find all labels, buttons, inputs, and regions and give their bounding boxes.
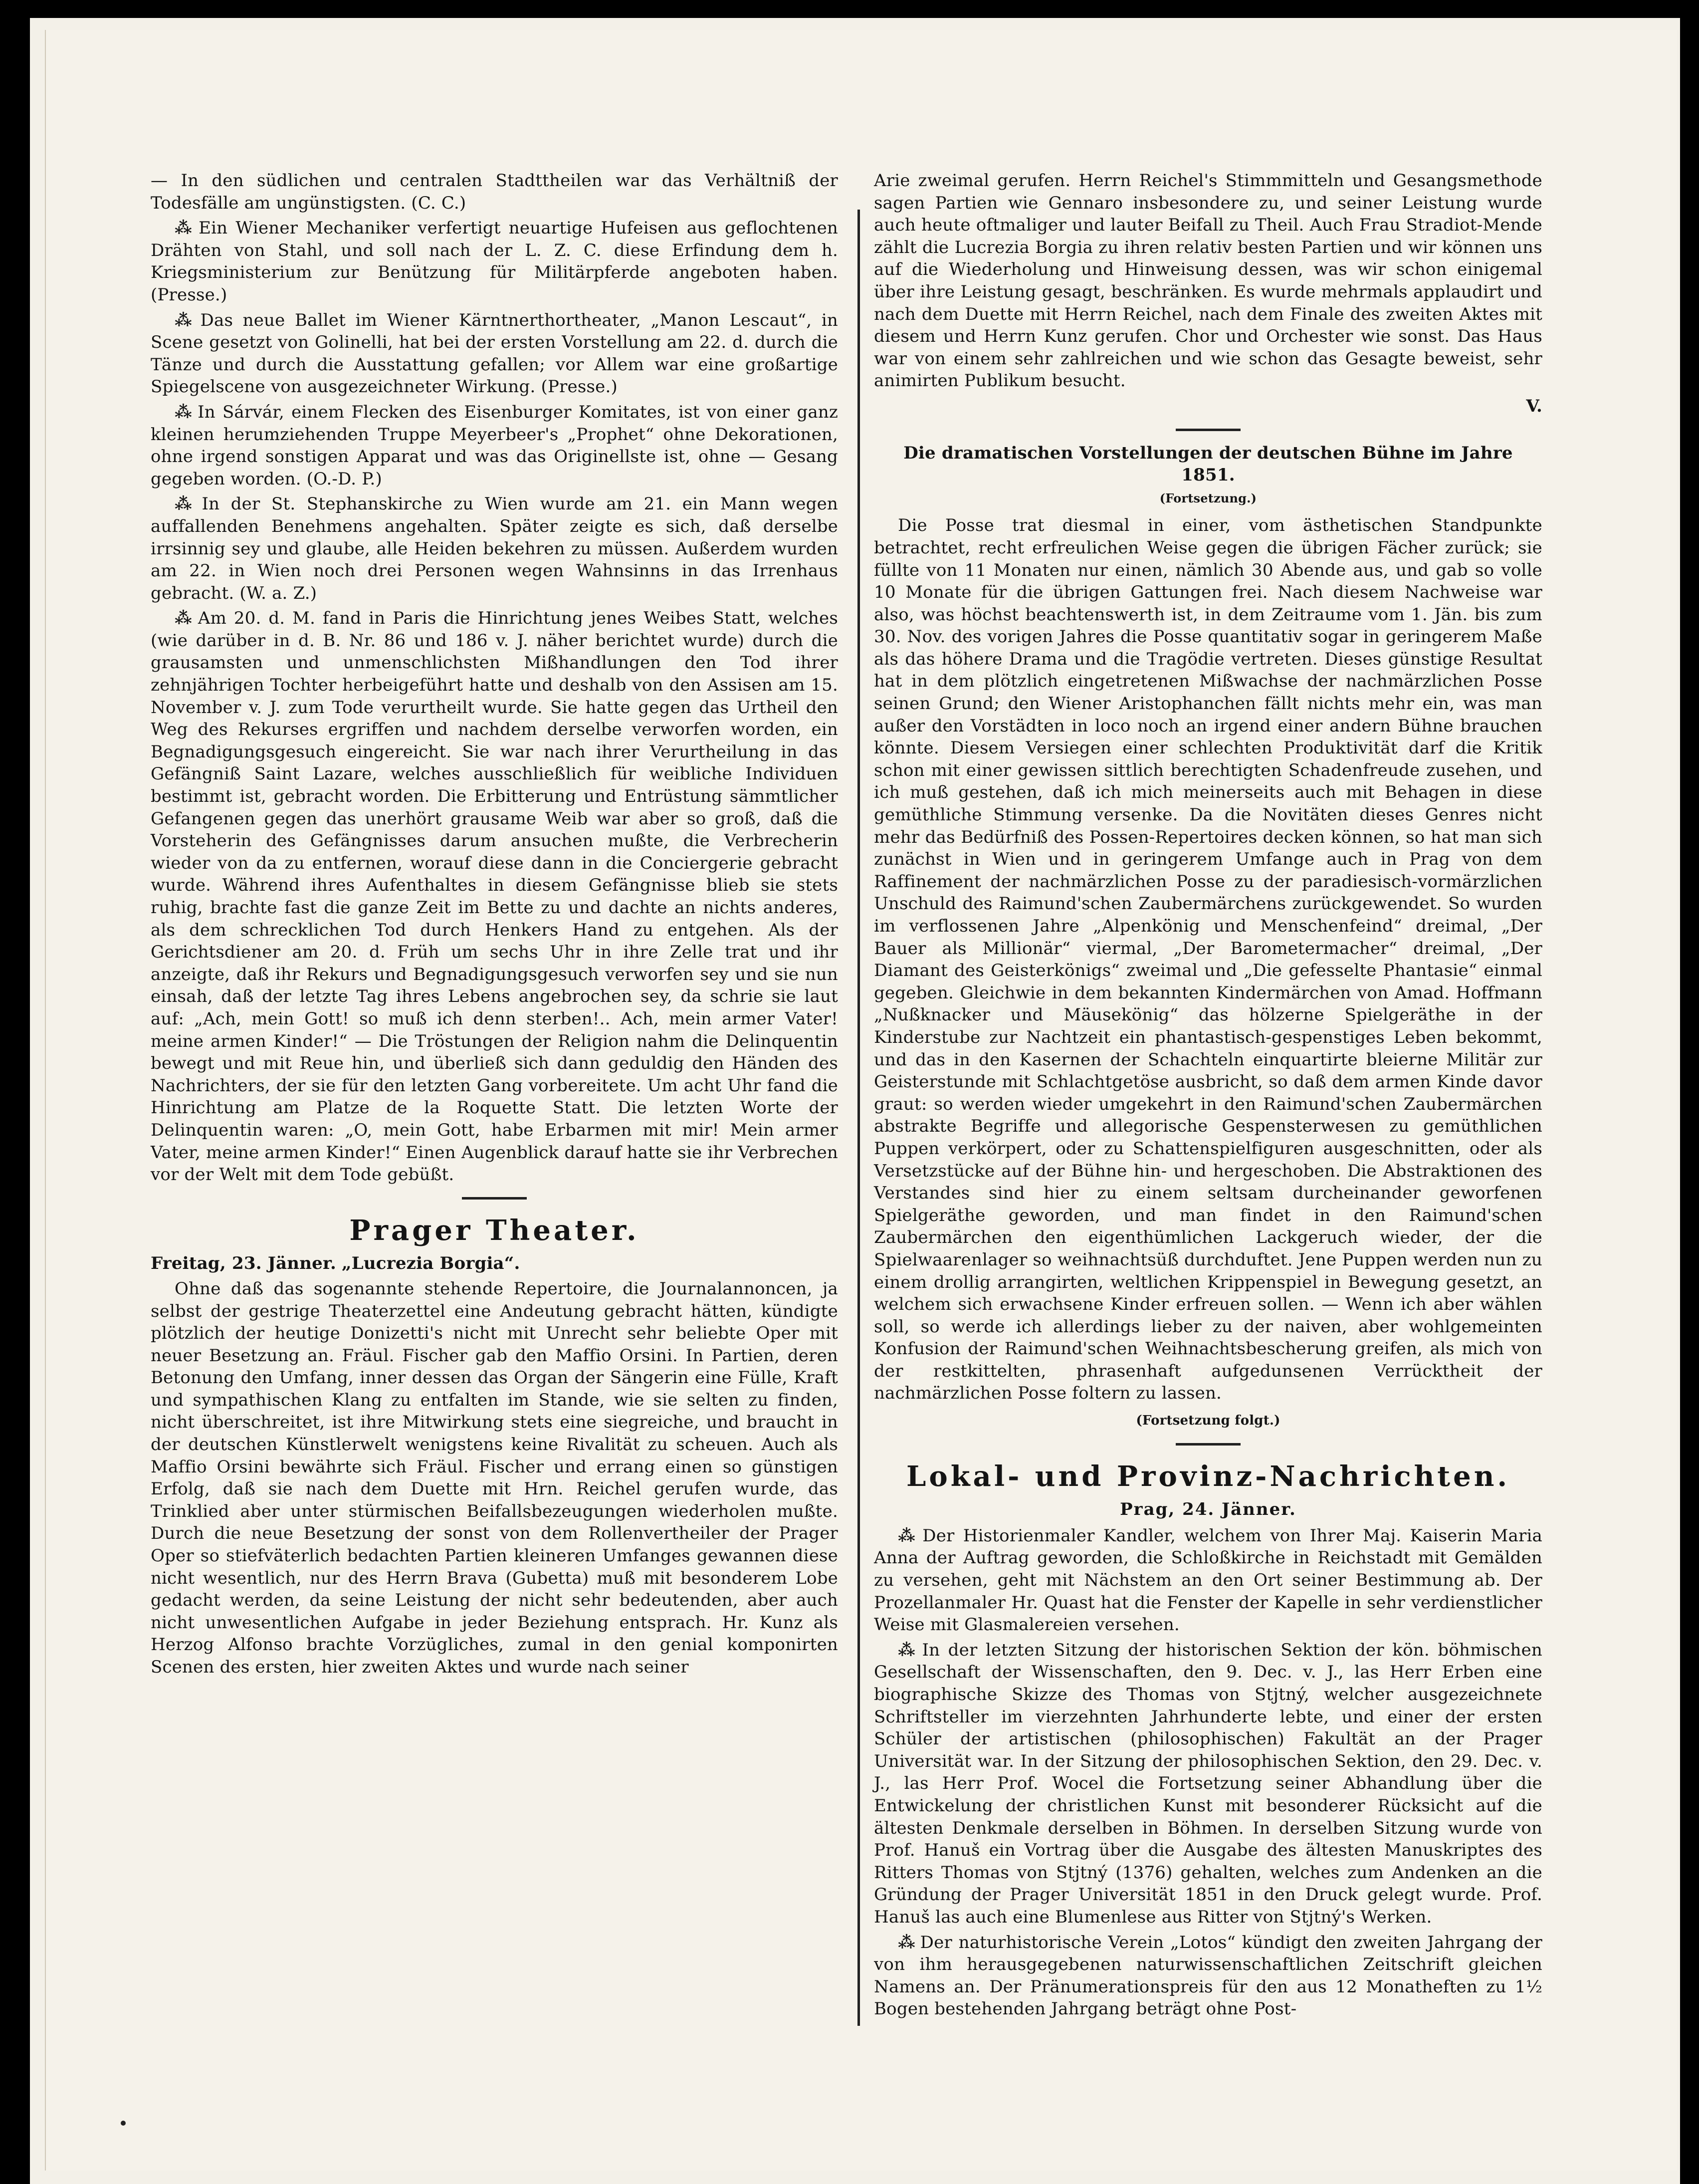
asterism-icon: ⁂: [175, 494, 198, 514]
news-item: [151, 607, 838, 1186]
news-text: Am 20. d. M. fand in Paris die Hinrichtung jenes Weibes Statt, welches (wie darüber in d. B. Nr. 86 und 186 v. J. näher berichtet wurde) durch die grausamsten und unmenschlichsten Mißhandlungen den Tod ihrer zehnjährigen Tochter herbeigeführt hatte und deshalb von den Assisen am 15. November v. J. zum Tode verurtheilt wurde. Sie hatte gegen das Urtheil den Weg des Rekurses ergriffen und nachdem derselbe verworfen worden, ein Begnadigungsgesuch eingereicht. Sie war nach ihrer Verurtheilung in das Gefängniß Saint Lazare, welches ausschließlich für weibliche Individuen bestimmt ist, gebracht worden. Die Erbitterung und Entrüstung sämmtlicher Gefangenen gegen das unerhört grausame Weib war aber so groß, daß die Vorsteherin des Gefängnisses darum ansuchen mußte, die Verbrecherin wieder von da zu entfernen, worauf diese dann in die Conciergerie gebracht wurde. Während ihres Aufenthaltes in diesem Gefängnisse blieb sie stets ruhig, brachte fast die ganze Zeit im Bette zu und dachte an nichts anderes, als dem schrecklichen Tod durch Henkers Hand zu entgehen. Als der Gerichtsdiener am 20. d. Früh um sechs Uhr in ihre Zelle trat und ihr anzeigte, daß ihr Rekurs und Begnadigungsgesuch verworfen sey und sie nun einsah, daß der letzte Tag ihres Lebens angebrochen sey, da schrie sie laut auf: „Ach, mein Gott! so muß ich denn sterben!.. Ach, mein armer Vater! meine armen Kinder!“ — Die Tröstungen der Religion nahm die Delinquentin bewegt und mit Reue hin, und überließ sich dann geduldig den Händen des Nachrichters, der sie für den letzten Gang vorbereitete. Um acht Uhr fand die Hinrichtung am Platze de la Roquette Statt. Die letzten Worte der Delinquentin waren: „O, mein Gott, habe Erbarmen mit mir! Mein armer Vater, meine armen Kinder!“ Einen Augenblick darauf hatte sie ihr Verbrechen vor der Welt mit dem Tode gebüßt.: [151, 608, 838, 1185]
asterism-icon: ⁂: [898, 1640, 918, 1660]
print-speck: [121, 2121, 126, 2126]
theater-review: [151, 1252, 838, 1275]
local-news-item: [874, 1932, 1542, 2020]
review-date: Freitag, 23. Jänner.: [151, 1253, 336, 1274]
news-item: [151, 401, 838, 490]
news-text: — In den südlichen und centralen Stadttheilen war das Verhältniß der Todesfälle am ungünstigsten.: [151, 171, 838, 213]
drama-article-heading: Die dramatischen Vorstellungen der deutschen Bühne im Jahre 1851.: [903, 443, 1513, 485]
asterism-icon: ⁂: [175, 218, 195, 239]
news-source: (Presse.): [541, 377, 618, 397]
news-source: (C. C.): [411, 193, 466, 213]
news-source: (W. a. Z.): [239, 583, 317, 603]
local-news-text: Der naturhistorische Verein „Lotos“ kündigt den zweiten Jahrgang der von ihm herausgegebenen naturwissenschaftlichen Zeitschrift gleichen Namens an. Der Pränumerationspreis für den aus 12 Monatheften zu 1½ Bogen bestehenden Jahrgang beträgt ohne Post-: [874, 1932, 1542, 2019]
asterism-icon: ⁂: [175, 402, 194, 422]
continuation-note: (Fortsetzung.): [1159, 490, 1257, 505]
left-column: [151, 170, 838, 1682]
news-item: [151, 217, 838, 306]
local-news-dateline: Prag, 24. Jänner.: [1120, 1499, 1296, 1520]
to-be-continued-note: (Fortsetzung folgt.): [1136, 1413, 1280, 1429]
scan-border-right: [1680, 0, 1699, 2184]
review-play-title: „Lucrezia Borgia“.: [342, 1253, 520, 1274]
news-text: Ein Wiener Mechaniker verfertigt neuartige Hufeisen aus geflochtenen Drähten von Stahl, und soll nach der L. Z. C. diese Erfindung dem h. Kriegsministerium zur Benützung für Militärpferde angeboten haben.: [151, 218, 838, 283]
scan-border-left: [0, 0, 30, 2184]
asterism-icon: ⁂: [898, 1525, 919, 1546]
asterism-icon: ⁂: [175, 608, 194, 629]
column-divider: [857, 210, 860, 2026]
local-news-text: In der letzten Sitzung der historischen Sektion der kön. böhmischen Gesellschaft der Wissenschaften, den 9. Dec. v. J., las Herr Erben eine biographische Skizze des Thomas von Stjtný, welcher ausgezeichnete Schriftsteller im vierzehnten Jahrhunderte lebte, und einer der ersten Schüler der artistischen (philosophischen) Fakultät an der Prager Universität war. In der Sitzung der philosophischen Sektion, den 29. Dec. v. J., las Herr Prof. Wocel die Fortsetzung seiner Abhandlung über die Entwickelung der christlichen Kunst mit besonderer Rücksicht auf die ältesten Denkmale derselben in Böhmen. In derselben Sitzung wurde von Prof. Hanuš ein Vortrag über die Ausgabe des ältesten Manuskriptes des Ritters Thomas von Stjtný (1376) gehalten, welches zum Andenken an die Gründung der Prager Universität 1851 in den Druck gelegt wurde. Prof. Hanuš las auch eine Blumenlese aus Ritter von Stjtný's Werken.: [874, 1640, 1543, 1927]
section-rule: [462, 1197, 527, 1200]
theater-review-paragraph: Ohne daß das sogenannte stehende Repertoire, die Journalannoncen, ja selbst der gestrige Theaterzettel eine Andeutung gebracht hätten, kündigte plötzlich der heutige Donizetti's nicht mit Unrecht sehr beliebte Oper mit neuer Besetzung an. Fräul. Fischer gab den Maffio Orsini. In Partien, deren Betonung den Umfang, inner dessen das Organ der Sängerin eine Fülle, Kraft und sympathischen Klang zu entfalten im Stande, wie sie selten zu finden, nicht überschreitet, ist ihre Mitwirkung stets eine siegreiche, und braucht in der deutschen Künstlerwelt wenigstens keine Rivalität zu scheuen. Auch als Maffio Orsini bewährte sich Fräul. Fischer und errang einen so günstigen Erfolg, daß sie nach dem Duette mit Hrn. Reichel gerufen wurde, das Trinklied aber unter stürmischen Beifallsbezeugungen wiederholen mußte. Durch die neue Besetzung der sonst von dem Rollenvertheiler der Prager Oper so stiefväterlich bedachten Partien kleineren Umfanges gewannen diese nicht wesentlich, nur des Herrn Brava (Gubetta) muß mit besonderem Lobe gedacht werden, da seine Leistung der nicht sehr bedeutenden, aber auch nicht unwesentlichen Aufgabe in jeder Beziehung entsprach. Hr. Kunz als Herzog Alfonso brachte Vorzügliches, zumal in den genial komponirten Scenen des ersten, hier zweiten Aktes und wurde nach seiner: [151, 1278, 838, 1677]
newspaper-page: [45, 30, 1677, 2171]
drama-article-paragraph: Die Posse trat diesmal in einer, vom ästhetischen Standpunkte betrachtet, recht erfreulichen Weise gegen die übrigen Fächer zurück; sie füllte von 11 Monaten nur einen, nämlich 30 Abende aus, und gab so volle 10 Monate für die übrigen Gattungen frei. Nach diesem Nachweise war also, was höchst beachtenswerth ist, in dem Zeitraume vom 1. Jän. bis zum 30. Nov. des vorigen Jahres die Posse quantitativ sogar in geringerem Maße als das höhere Drama und die Tragödie vertreten. Dieses günstige Resultat hat in dem plötzlich eingetretenen Mißwachse der nachmärzlichen Posse seinen Grund; den Wiener Aristophanchen fällt nichts mehr ein, was man außer den Vorstädten in loco noch an irgend einer andern Bühne brauchen könnte. Diesem Versiegen einer schlechten Produktivität darf die Kritik schon mit einer gewissen sittlich berechtigten Schadenfreude zusehen, und ich muß gestehen, daß ich mich meinerseits auch mit Behagen in diese gemüthliche Stimmung versenke. Da die Novitäten dieses Genres nicht mehr das Bedürfniß des Possen-Repertoires decken können, so hat man sich zunächst in Wien und in geringerem Umfange auch in Prag von dem Raffinement der nachmärzlichen Posse zu der paradiesisch-vormärzlichen Unschuld des Raimund'schen Zaubermärchens zurückgewendet. So wurden im verflossenen Jahre „Alpenkönig und Menschenfeind“ dreimal, „Der Bauer als Millionär“ viermal, „Der Barometermacher“ dreimal, „Der Diamant des Geisterkönigs“ zweimal und „Die gefesselte Phantasie“ einmal gegeben. Gleichwie in dem bekannten Kindermärchen von Amad. Hoffmann „Nußknacker und Mäusekönig“ das hölzerne Spielgeräthe in der Kinderstube zur Nachtzeit ein phantastisch-gespenstiges Leben bekommt, und das in den Kasernen der Schachteln einquartirte bleierne Militär zur Geisterstunde mit Schlachtgetöse ausbricht, so daß dem armen Kinde davor graut: so werden wieder umgekehrt in den Raimund'schen Zaubermärchen abstrakte Begriffe und allegorische Gespensterwesen zu gemüthlichen Puppen verkörpert, oder zu Schattenspielfiguren ausgeschnitten, oder als Versetzstücke auf der Bühne hin- und hergeschoben. Die Abstraktionen des Verstandes sind hier zu einem seltsam durcheinander geworfenen Spielgeräthe geworden, und man findet in den Raimund'schen Zaubermärchen den eigenthümlichen Lackgeruch wieder, der die Spielwaarenlager so weihnachtsüß durchduftet. Jene Puppen werden nun zu einem drollig arrangirten, weltlichen Krippenspiel in Bewegung gesetzt, an welchem sich erwachsene Kinder erfreuen sollen. — Wenn ich aber wählen soll, so werde ich allerdings lieber zu der naiven, aber wohlgemeinten Konfusion der Raimund'schen Weihnachtsbescherung greifen, als mich von der restkittelten, phrasenhaft aufgedunsenen Verrücktheit der nachmärzlichen Posse foltern zu lassen.: [874, 515, 1542, 1404]
section-rule: [1176, 1443, 1241, 1446]
news-source: (O.-D. P.): [306, 469, 382, 489]
local-news-text: Der Historienmaler Kandler, welchem von Ihrer Maj. Kaiserin Maria Anna der Auftrag geworden, die Schloßkirche in Reichstadt mit Gemälden zu versehen, geht mit Nächstem an den Ort seiner Bestimmung ab. Der Prozellanmaler Hr. Quast hat die Fenster der Kapelle in sehr verdienstlicher Weise mit Glasmalereien versehen.: [874, 1525, 1542, 1635]
theater-section-title: Prager Theater.: [349, 1213, 639, 1247]
news-item: [151, 493, 838, 604]
local-news-title: Lokal- und Provinz-Nachrichten.: [906, 1459, 1510, 1493]
review-signature: V.: [1526, 396, 1542, 416]
asterism-icon: ⁂: [175, 310, 197, 330]
theater-review-continued: Arie zweimal gerufen. Herrn Reichel's Stimmmitteln und Gesangsmethode sagen Partien wie Gennaro insbesondere zu, und seiner Leistung wurde auch heute oftmaliger und lauter Beifall zu Theil. Auch Frau Stradiot-Mende zählt die Lucrezia Borgia zu ihren relativ besten Partien und wir können uns auf die Wiederholung und Hinweisung dessen, was wir schon einigemal über ihre Leistung gesagt, beschränken. Es wurde mehrmals applaudirt und nach dem Duette mit Herrn Reichel, nach dem Finale des zweiten Aktes mit diesem und Herrn Kunz gerufen. Chor und Orchester wie sonst. Das Haus war von einem sehr zahlreichen und wie schon das Gesagte beweist, sehr animirten Publikum besucht.: [874, 171, 1542, 391]
asterism-icon: ⁂: [898, 1932, 916, 1952]
section-rule: [1176, 429, 1241, 431]
local-news-item: [874, 1525, 1542, 1636]
right-column: [874, 170, 1542, 2023]
news-text: In Sárvár, einem Flecken des Eisenburger Komitates, ist von einer ganz kleinen herumziehenden Truppe Meyerbeer's „Prophet“ ohne Dekorationen, ohne irgend sonstigen Apparat und was das Originellste ist, ohne — Gesang gegeben worden.: [151, 402, 838, 489]
local-news-item: [874, 1639, 1542, 1929]
scan-border-top: [0, 0, 1699, 18]
news-item: [151, 309, 838, 398]
news-source: (Presse.): [151, 284, 227, 305]
news-item: [151, 170, 838, 214]
news-text: In der St. Stephanskirche zu Wien wurde am 21. ein Mann wegen auffallenden Benehmens angehalten. Später zeigte es sich, daß derselbe irrsinnig sey und glaube, alle Heiden bekehren zu müssen. Außerdem wurden am 22. in Wien noch drei Personen wegen Wahnsinns in das Irrenhaus gebracht.: [151, 494, 838, 603]
news-text: Das neue Ballet im Wiener Kärntnerthortheater, „Manon Lescaut“, in Scene gesetzt von Golinelli, hat bei der ersten Vorstellung am 22. d. durch die Tänze und durch die Ausstattung gefallen; vor Allem war eine großartige Spiegelscene von ausgezeichneter Wirkung.: [151, 310, 838, 397]
